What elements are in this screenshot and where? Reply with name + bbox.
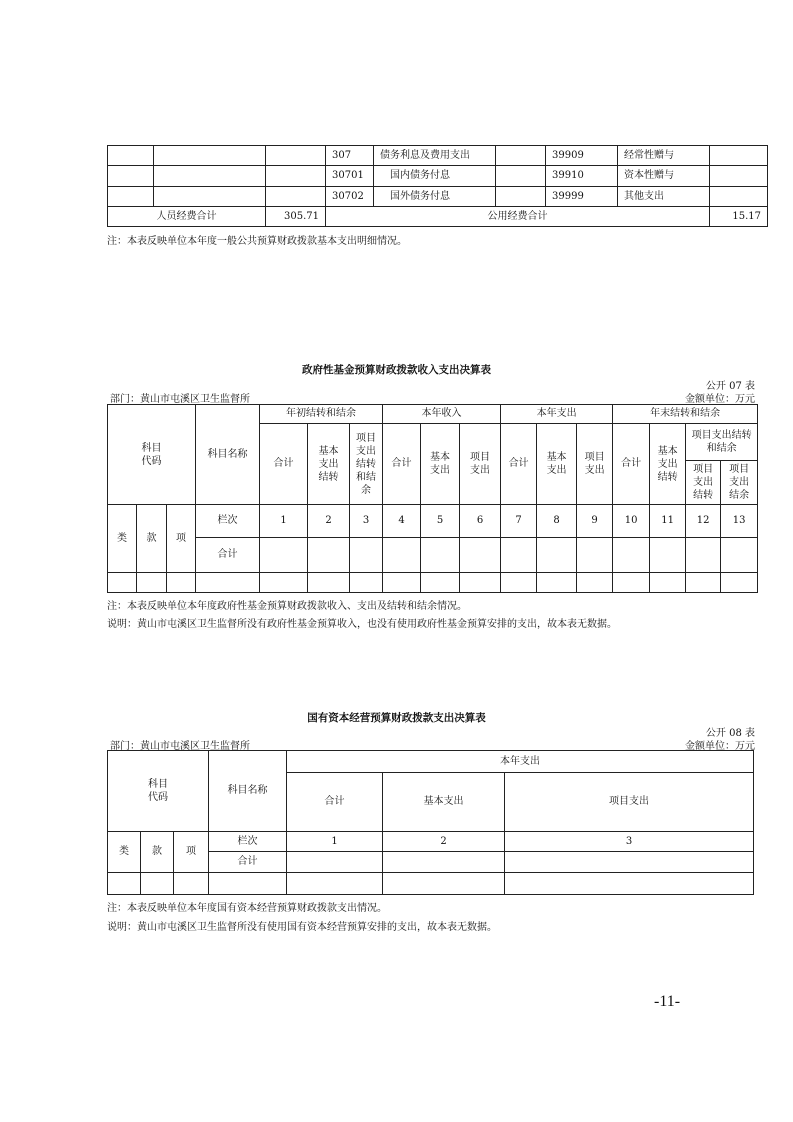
table-row — [108, 573, 758, 593]
table8-explain: 说明：黄山市屯溪区卫生监督所没有使用国有资本经营预算安排的支出，故本表无数据。 — [107, 922, 497, 933]
table-row — [108, 873, 754, 895]
table7-explain: 说明：黄山市屯溪区卫生监督所没有政府性基金预算收入，也没有使用政府性基金预算安排的支出，故本表无数据。 — [107, 619, 617, 630]
subject-name-header: 科目名称 — [196, 405, 260, 505]
table-row: 类 款 项 栏次 1 2 3 — [108, 832, 754, 852]
total-row — [108, 207, 768, 227]
table7-note: 注：本表反映单位本年度政府性基金预算财政拨款收入、支出及结转和结余情况。 — [107, 601, 467, 612]
table-row: 合计 — [108, 852, 754, 873]
table7: 科目 代码 科目名称 年初结转和结余 本年收入 本年支出 年末结转和结余 合计 基本 支出 结转 项目 支出 结转 和结 余 合计 基本 支出 项目 支出 合计 基本 支出 项目 支出 合计 基本 支出 结转 项目支出结转 和结余 项目 支出 结转 项目 支出 结余 类 款 项 栏次 1 2 3 4 5 6 7 8 9 10 11 12 13 合计 — [107, 404, 758, 593]
table-row: 307 债务利息及费用支出 39909 经常性赠与 — [108, 146, 768, 166]
table8-title: 国有资本经营预算财政拨款支出决算表 — [307, 712, 486, 724]
year-expenditure-header: 本年支出 — [287, 751, 754, 773]
table-row: 合计 — [108, 538, 758, 573]
table8-note: 注：本表反映单位本年度国有资本经营预算财政拨款支出情况。 — [107, 903, 387, 914]
subject-name-header: 科目名称 — [209, 751, 287, 832]
basic-expenditure-table — [107, 145, 768, 227]
page-number: -11- — [654, 993, 681, 1010]
personnel-total-value: 305.71 — [266, 207, 326, 227]
table8-unit: 金额单位：万元 — [685, 741, 755, 752]
table7-title: 政府性基金预算财政拨款收入支出决算表 — [302, 364, 491, 376]
table7-unit: 金额单位：万元 — [685, 394, 755, 405]
group-header: 年初结转和结余 — [260, 405, 383, 424]
group-header: 本年收入 — [383, 405, 501, 424]
table-row: 30701 国内债务付息 39910 资本性赠与 — [108, 166, 768, 187]
table-note: 注：本表反映单位本年度一般公共预算财政拨款基本支出明细情况。 — [107, 236, 407, 247]
table-row: 类 款 项 栏次 1 2 3 4 5 6 7 8 9 10 11 12 13 — [108, 505, 758, 538]
table8-dept: 部门：黄山市屯溪区卫生监督所 — [110, 741, 250, 752]
subject-code-header: 科目 代码 — [108, 405, 196, 505]
table8-code: 公开 08 表 — [705, 728, 755, 739]
public-total-label: 公用经费合计 — [326, 207, 710, 227]
subject-code-header: 科目 代码 — [108, 751, 209, 832]
table7-code: 公开 07 表 — [705, 381, 755, 392]
group-header: 年末结转和结余 — [613, 405, 758, 424]
public-total-value: 15.17 — [710, 207, 768, 227]
table7-dept: 部门：黄山市屯溪区卫生监督所 — [110, 394, 250, 405]
personnel-total-label: 人员经费合计 — [108, 207, 266, 227]
group-header: 本年支出 — [501, 405, 613, 424]
table-row: 30702 国外债务付息 39999 其他支出 — [108, 187, 768, 207]
table8: 科目 代码 科目名称 本年支出 合计 基本支出 项目支出 类 款 项 栏次 1 2 3 合计 — [107, 750, 754, 895]
